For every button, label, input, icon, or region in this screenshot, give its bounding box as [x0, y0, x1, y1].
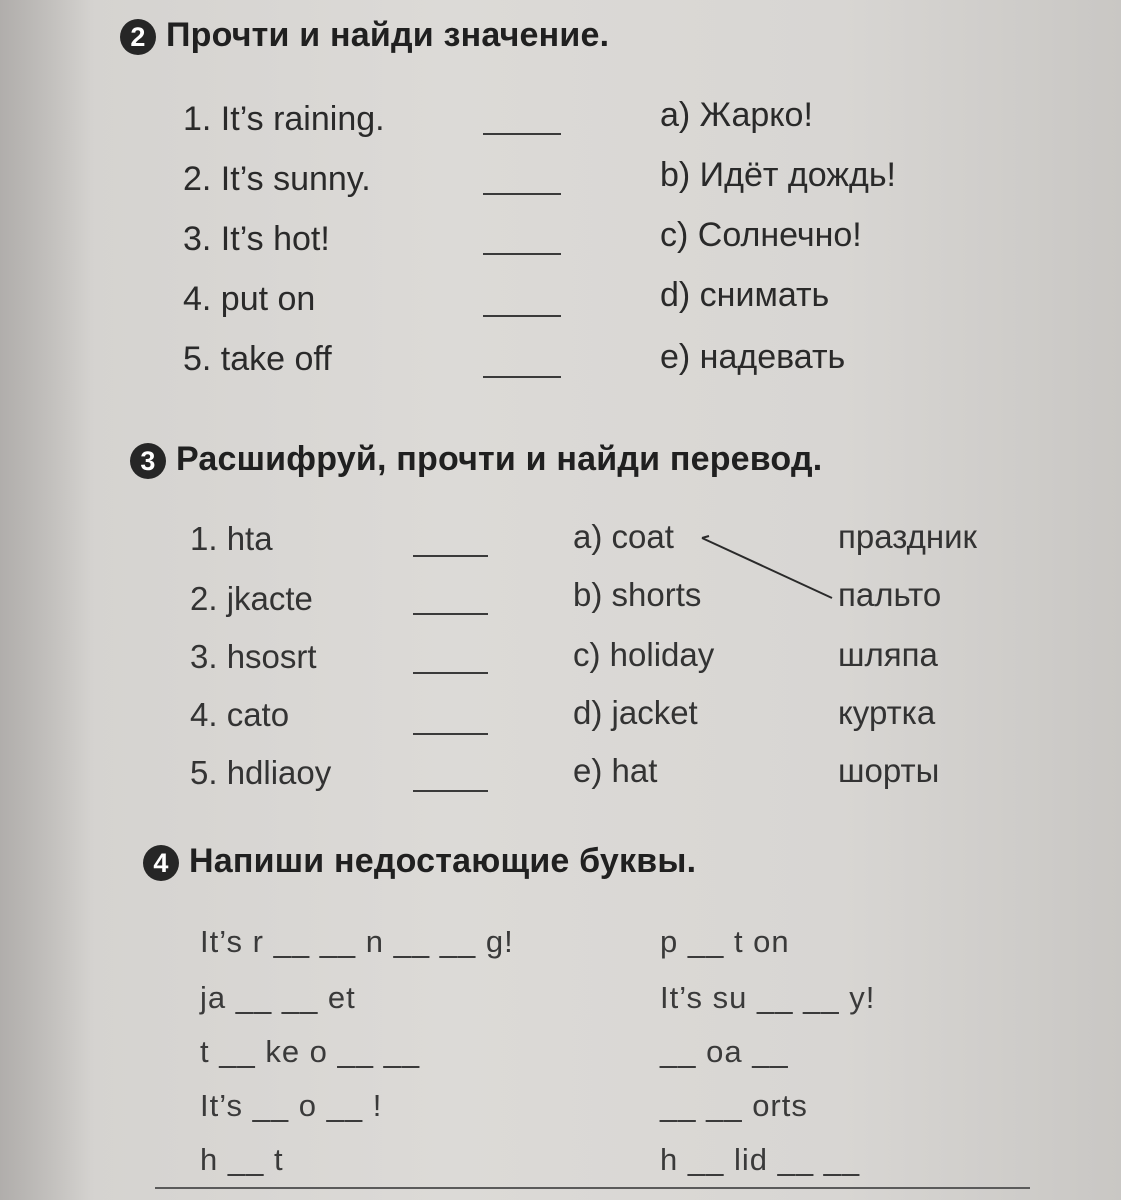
- ex3-answer-blank[interactable]: [413, 790, 488, 792]
- exercise-2-title: Прочти и найди значение.: [166, 16, 610, 54]
- ex2-left-item: 1. It’s raining.: [183, 100, 385, 138]
- page-shadow: [0, 0, 95, 1200]
- ex3-scrambled-word: 5. hdliaoy: [190, 754, 332, 791]
- ex4-gap-word: h __ t: [200, 1142, 284, 1177]
- ex3-scrambled-word: 1. hta: [190, 520, 273, 557]
- ex4-gap-word: __ __ orts: [660, 1088, 808, 1123]
- ex4-gap-word: t __ ke o __ __: [200, 1034, 421, 1069]
- ex4-gap-word: p __ t on: [660, 924, 790, 959]
- ex2-right-item: d) снимать: [660, 276, 830, 314]
- ex3-scrambled-word: 4. cato: [190, 696, 290, 733]
- ex3-scrambled-word: 2. jkacte: [190, 580, 313, 617]
- ex2-right-item: e) надевать: [660, 338, 846, 376]
- ex3-scrambled-word: 3. hsosrt: [190, 638, 317, 675]
- ex3-answer-blank[interactable]: [413, 613, 488, 615]
- ex2-right-item: c) Солнечно!: [660, 216, 862, 254]
- exercise-3-number: 3: [130, 443, 166, 479]
- ex3-russian-word: куртка: [838, 694, 936, 731]
- ex4-gap-word: h __ lid __ __: [660, 1142, 861, 1177]
- exercise-3-heading: [130, 440, 822, 479]
- exercise-4-number: 4: [143, 845, 179, 881]
- ex3-english-word: b) shorts: [573, 576, 702, 613]
- ex3-english-word: a) coat: [573, 518, 674, 555]
- bottom-rule: [155, 1187, 1030, 1189]
- ex2-answer-blank[interactable]: [483, 253, 561, 255]
- ex2-left-item: 4. put on: [183, 280, 316, 318]
- ex4-gap-word: It’s r __ __ n __ __ g!: [200, 924, 514, 959]
- ex2-left-item: 3. It’s hot!: [183, 220, 330, 258]
- exercise-4-title: Напиши недостающие буквы.: [189, 842, 697, 880]
- exercise-4-heading: [143, 842, 696, 881]
- ex4-gap-word: ja __ __ et: [200, 980, 356, 1015]
- exercise-2-number: 2: [120, 19, 156, 55]
- ex2-answer-blank[interactable]: [483, 193, 561, 195]
- ex4-gap-word: __ oa __: [660, 1034, 789, 1069]
- ex3-english-word: e) hat: [573, 752, 658, 789]
- ex2-answer-blank[interactable]: [483, 133, 561, 135]
- ex3-english-word: d) jacket: [573, 694, 698, 731]
- ex2-answer-blank[interactable]: [483, 315, 561, 317]
- ex3-russian-word: шорты: [838, 752, 940, 789]
- ex2-left-item: 5. take off: [183, 340, 332, 378]
- ex3-answer-blank[interactable]: [413, 733, 488, 735]
- ex2-right-item: a) Жарко!: [660, 96, 813, 134]
- ex3-english-word: c) holiday: [573, 636, 715, 673]
- ex3-russian-word: пальто: [838, 576, 942, 613]
- ex2-right-item: b) Идёт дождь!: [660, 156, 896, 194]
- exercise-3-title: Расшифруй, прочти и найди перевод.: [176, 440, 823, 478]
- ex3-russian-word: праздник: [838, 518, 977, 555]
- ex4-gap-word: It’s __ o __ !: [200, 1088, 383, 1123]
- matching-line: [700, 530, 840, 605]
- exercise-2-heading: [120, 16, 609, 55]
- ex3-answer-blank[interactable]: [413, 555, 488, 557]
- ex3-answer-blank[interactable]: [413, 672, 488, 674]
- ex2-left-item: 2. It’s sunny.: [183, 160, 371, 198]
- ex4-gap-word: It’s su __ __ y!: [660, 980, 876, 1015]
- ex3-russian-word: шляпа: [838, 636, 938, 673]
- ex2-answer-blank[interactable]: [483, 376, 561, 378]
